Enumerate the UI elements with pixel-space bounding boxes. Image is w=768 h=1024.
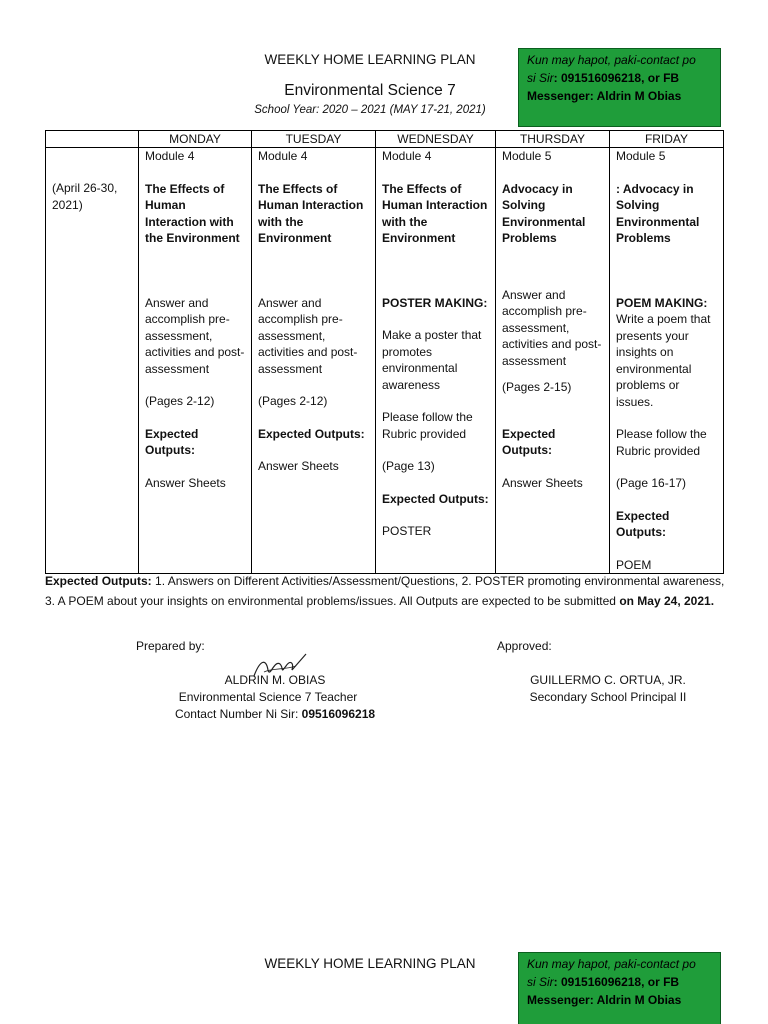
- date-cell: [46, 148, 139, 574]
- wednesday-outputs: POSTER: [382, 524, 432, 538]
- friday-pages: (Page 16-17): [616, 476, 687, 490]
- friday-outputs: POEM: [616, 557, 652, 572]
- monday-outputs-label: Expected Outputs:: [145, 426, 199, 457]
- date-range: (April 26-30, 2021): [52, 181, 118, 212]
- contact-line3: Messenger: Aldrin M Obias: [527, 89, 682, 103]
- wednesday-outputs-label: Expected Outputs:: [382, 491, 489, 506]
- page2-contact-line2-italic: si Sir: [527, 975, 554, 989]
- principal-name: GUILLERMO C. ORTUA, JR.: [530, 673, 686, 687]
- wednesday-task: Make a poster that promotes environmental awareness: [382, 328, 482, 392]
- tuesday-outputs: Answer Sheets: [258, 459, 339, 473]
- thursday-task: Answer and accomplish pre-assessment, activities and post-assessment: [502, 287, 602, 368]
- page2-contact-box: [518, 952, 721, 1024]
- wednesday-cell: [376, 148, 496, 574]
- tuesday-outputs-label: Expected Outputs:: [258, 426, 365, 441]
- tuesday-task: Answer and accomplish pre-assessment, activities and post-assessment: [258, 295, 358, 376]
- tuesday-cell: [252, 148, 376, 574]
- table-row: [46, 148, 724, 574]
- thursday-pages: (Pages 2-15): [502, 380, 572, 394]
- thursday-module: Module 5: [502, 149, 552, 163]
- monday-module: Module 4: [145, 149, 195, 163]
- page2-contact-line2-bold: : 091516096218, or FB: [553, 975, 680, 989]
- teacher-name: ALDRIN M. OBIAS: [224, 673, 326, 687]
- header-tuesday: TUESDAY: [252, 131, 376, 148]
- wednesday-module: Module 4: [382, 149, 432, 163]
- monday-pages: (Pages 2-12): [145, 394, 215, 408]
- prepared-by-label: Prepared by:: [136, 639, 205, 653]
- contact-line2-italic: si Sir: [527, 71, 554, 85]
- footer-label: Expected Outputs:: [45, 574, 152, 588]
- wednesday-rubric: Please follow the Rubric provided: [382, 410, 473, 441]
- monday-outputs: Answer Sheets: [145, 475, 226, 490]
- contact-line1: Kun may hapot, paki-contact po: [527, 53, 696, 67]
- teacher-contact-number: 09516096218: [301, 707, 376, 721]
- friday-outputs-label: Expected Outputs:: [616, 508, 670, 539]
- page2-contact-line3: Messenger: Aldrin M Obias: [527, 993, 682, 1007]
- contact-line2-bold: : 091516096218, or FB: [553, 71, 680, 85]
- wednesday-activity: POSTER MAKING:: [382, 295, 488, 310]
- thursday-outputs: Answer Sheets: [502, 475, 583, 490]
- thursday-topic: Advocacy in Solving Environmental Problems: [502, 181, 586, 245]
- footer-text: 1. Answers on Different Activities/Assessment/Questions, 2. POSTER promoting environmental awareness, 3. A POEM about your insights on environmental problems/issues. All Outputs are expected to be submitted: [45, 574, 725, 608]
- school-year: School Year: 2020 – 2021 (MAY 17-21, 2021): [254, 104, 486, 116]
- header-thursday: THURSDAY: [496, 131, 610, 148]
- weekly-plan-table: [45, 130, 724, 574]
- footer-deadline: on May 24, 2021.: [619, 594, 715, 608]
- subject-title: Environmental Science 7: [284, 82, 456, 99]
- tuesday-pages: (Pages 2-12): [258, 394, 328, 408]
- tuesday-topic: The Effects of Human Interaction with the Environment: [258, 181, 364, 245]
- expected-outputs-note: [45, 571, 725, 611]
- teacher-title: Environmental Science 7 Teacher: [178, 690, 358, 704]
- monday-topic: The Effects of Human Interaction with the Environment: [145, 181, 240, 245]
- plan-title: WEEKLY HOME LEARNING PLAN: [264, 52, 476, 67]
- thursday-outputs-label: Expected Outputs:: [502, 426, 556, 457]
- friday-activity: POEM MAKING:: [616, 295, 708, 310]
- header-monday: MONDAY: [139, 131, 252, 148]
- friday-module: Module 5: [616, 149, 666, 163]
- table-header-row: [46, 131, 724, 148]
- teacher-contact-label: Contact Number Ni Sir:: [174, 707, 302, 721]
- contact-box: [518, 48, 721, 127]
- page2-plan-title: WEEKLY HOME LEARNING PLAN: [264, 956, 476, 971]
- wednesday-pages: (Page 13): [382, 459, 435, 473]
- approved-label: Approved:: [497, 639, 552, 653]
- friday-cell: [610, 148, 724, 574]
- principal-title: Secondary School Principal II: [529, 690, 687, 704]
- friday-task: Write a poem that presents your insights on environmental problems or issues.: [616, 312, 711, 409]
- monday-cell: [139, 148, 252, 574]
- friday-topic: : Advocacy in Solving Environmental Problems: [616, 181, 700, 245]
- wednesday-topic: The Effects of Human Interaction with the Environment: [382, 181, 488, 245]
- page2-contact-line1: Kun may hapot, paki-contact po: [527, 957, 696, 971]
- header-friday: FRIDAY: [610, 131, 724, 148]
- teacher-contact: [170, 706, 380, 723]
- monday-task: Answer and accomplish pre-assessment, activities and post-assessment: [145, 295, 245, 376]
- friday-rubric: Please follow the Rubric provided: [616, 427, 707, 458]
- header-empty-cell: [46, 131, 139, 148]
- thursday-cell: [496, 148, 610, 574]
- header-wednesday: WEDNESDAY: [376, 131, 496, 148]
- tuesday-module: Module 4: [258, 149, 308, 163]
